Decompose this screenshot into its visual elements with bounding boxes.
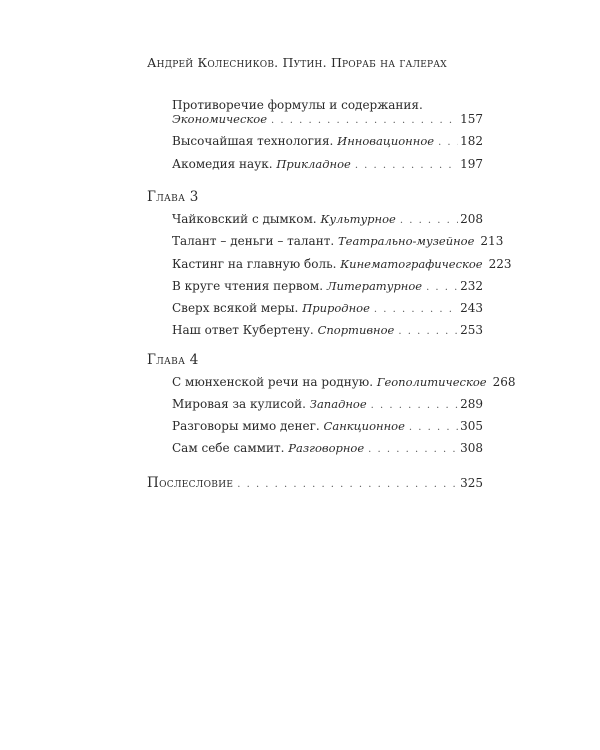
toc-entry[interactable] bbox=[172, 134, 483, 148]
toc-entry[interactable] bbox=[172, 441, 483, 455]
dot-leader bbox=[426, 282, 458, 293]
toc-entry-title: Кастинг на главную боль. bbox=[172, 257, 337, 271]
toc-page-number: 223 bbox=[488, 257, 512, 271]
dot-leader bbox=[400, 215, 458, 226]
toc-entry-title: С мюнхенской речи на родную. bbox=[172, 375, 374, 389]
toc-entry-subtitle: Экономическое bbox=[172, 112, 268, 126]
toc-entry-title: Сам себе саммит. bbox=[172, 441, 285, 455]
toc-entry[interactable] bbox=[172, 419, 483, 433]
toc-page-number: 305 bbox=[460, 419, 483, 433]
toc-entry-title: Акомедия наук. bbox=[172, 157, 273, 171]
toc-entry-subtitle: Инновационное bbox=[337, 134, 435, 148]
toc-page-number: 208 bbox=[460, 212, 483, 226]
toc-page-number: 289 bbox=[460, 397, 483, 411]
afterword-title: Послесловие bbox=[147, 475, 234, 491]
chapter-4-heading[interactable]: Глава 4 bbox=[147, 352, 199, 368]
toc-page-number: 232 bbox=[460, 279, 483, 293]
toc-entry[interactable] bbox=[172, 375, 516, 389]
toc-page-number: 268 bbox=[492, 375, 516, 389]
dot-leader bbox=[355, 160, 458, 171]
toc-page-number: 308 bbox=[460, 441, 483, 455]
toc-entry[interactable] bbox=[172, 212, 483, 226]
toc-entry-subtitle: Прикладное bbox=[276, 157, 351, 171]
toc-entry-continuation bbox=[172, 112, 483, 126]
toc-entry-title: Разговоры мимо денег. bbox=[172, 419, 320, 433]
dot-leader bbox=[438, 137, 458, 148]
toc-entry-subtitle: Природное bbox=[302, 301, 370, 315]
toc-page-number: 243 bbox=[460, 301, 483, 315]
toc-page-number: 213 bbox=[480, 234, 504, 248]
toc-entry-subtitle: Театрально-музейное bbox=[338, 234, 475, 248]
toc-entry-subtitle: Санкционное bbox=[323, 419, 405, 433]
chapter-3-heading[interactable]: Глава 3 bbox=[147, 189, 199, 205]
toc-afterword[interactable] bbox=[147, 475, 483, 491]
toc-entry[interactable] bbox=[172, 279, 483, 293]
dot-leader bbox=[368, 444, 458, 455]
toc-entry-subtitle: Геополитическое bbox=[376, 375, 487, 389]
toc-entry-subtitle: Литературное bbox=[326, 279, 423, 293]
toc-entry-subtitle: Кинематографическое bbox=[340, 257, 483, 271]
toc-page-number: 325 bbox=[460, 476, 483, 490]
toc-page-number: 253 bbox=[460, 323, 483, 337]
dot-leader bbox=[409, 422, 458, 433]
toc-entry[interactable] bbox=[172, 301, 483, 315]
toc-entry-title: Чайковский с дымком. bbox=[172, 212, 317, 226]
toc-entry-title: Наш ответ Кубертену. bbox=[172, 323, 314, 337]
toc-entry[interactable] bbox=[172, 157, 483, 171]
dot-leader bbox=[271, 115, 458, 126]
dot-leader bbox=[374, 304, 458, 315]
toc-entry-title: Противоречие формулы и содержания. bbox=[172, 98, 423, 112]
toc-entry-title: Талант – деньги – талант. bbox=[172, 234, 335, 248]
toc-page-number: 157 bbox=[460, 112, 483, 126]
dot-leader bbox=[237, 479, 458, 490]
toc-entry[interactable] bbox=[172, 323, 483, 337]
dot-leader bbox=[398, 326, 458, 337]
toc-entry-subtitle: Западное bbox=[309, 397, 367, 411]
toc-entry[interactable] bbox=[172, 397, 483, 411]
toc-entry-title: Высочайшая технология. bbox=[172, 134, 334, 148]
toc-entry[interactable] bbox=[172, 257, 512, 271]
running-head: Андрей Колесников. Путин. Прораб на галерах bbox=[147, 55, 447, 70]
toc-page-number: 182 bbox=[460, 134, 483, 148]
toc-entry[interactable] bbox=[172, 234, 504, 248]
toc-page-number: 197 bbox=[460, 157, 483, 171]
toc-entry[interactable] bbox=[172, 98, 483, 112]
toc-entry-title: В круге чтения первом. bbox=[172, 279, 324, 293]
toc-entry-subtitle: Разговорное bbox=[288, 441, 365, 455]
toc-entry-title: Мировая за кулисой. bbox=[172, 397, 306, 411]
toc-entry-subtitle: Спортивное bbox=[317, 323, 395, 337]
toc-entry-subtitle: Культурное bbox=[320, 212, 396, 226]
toc-entry-title: Сверх всякой меры. bbox=[172, 301, 299, 315]
dot-leader bbox=[371, 400, 458, 411]
